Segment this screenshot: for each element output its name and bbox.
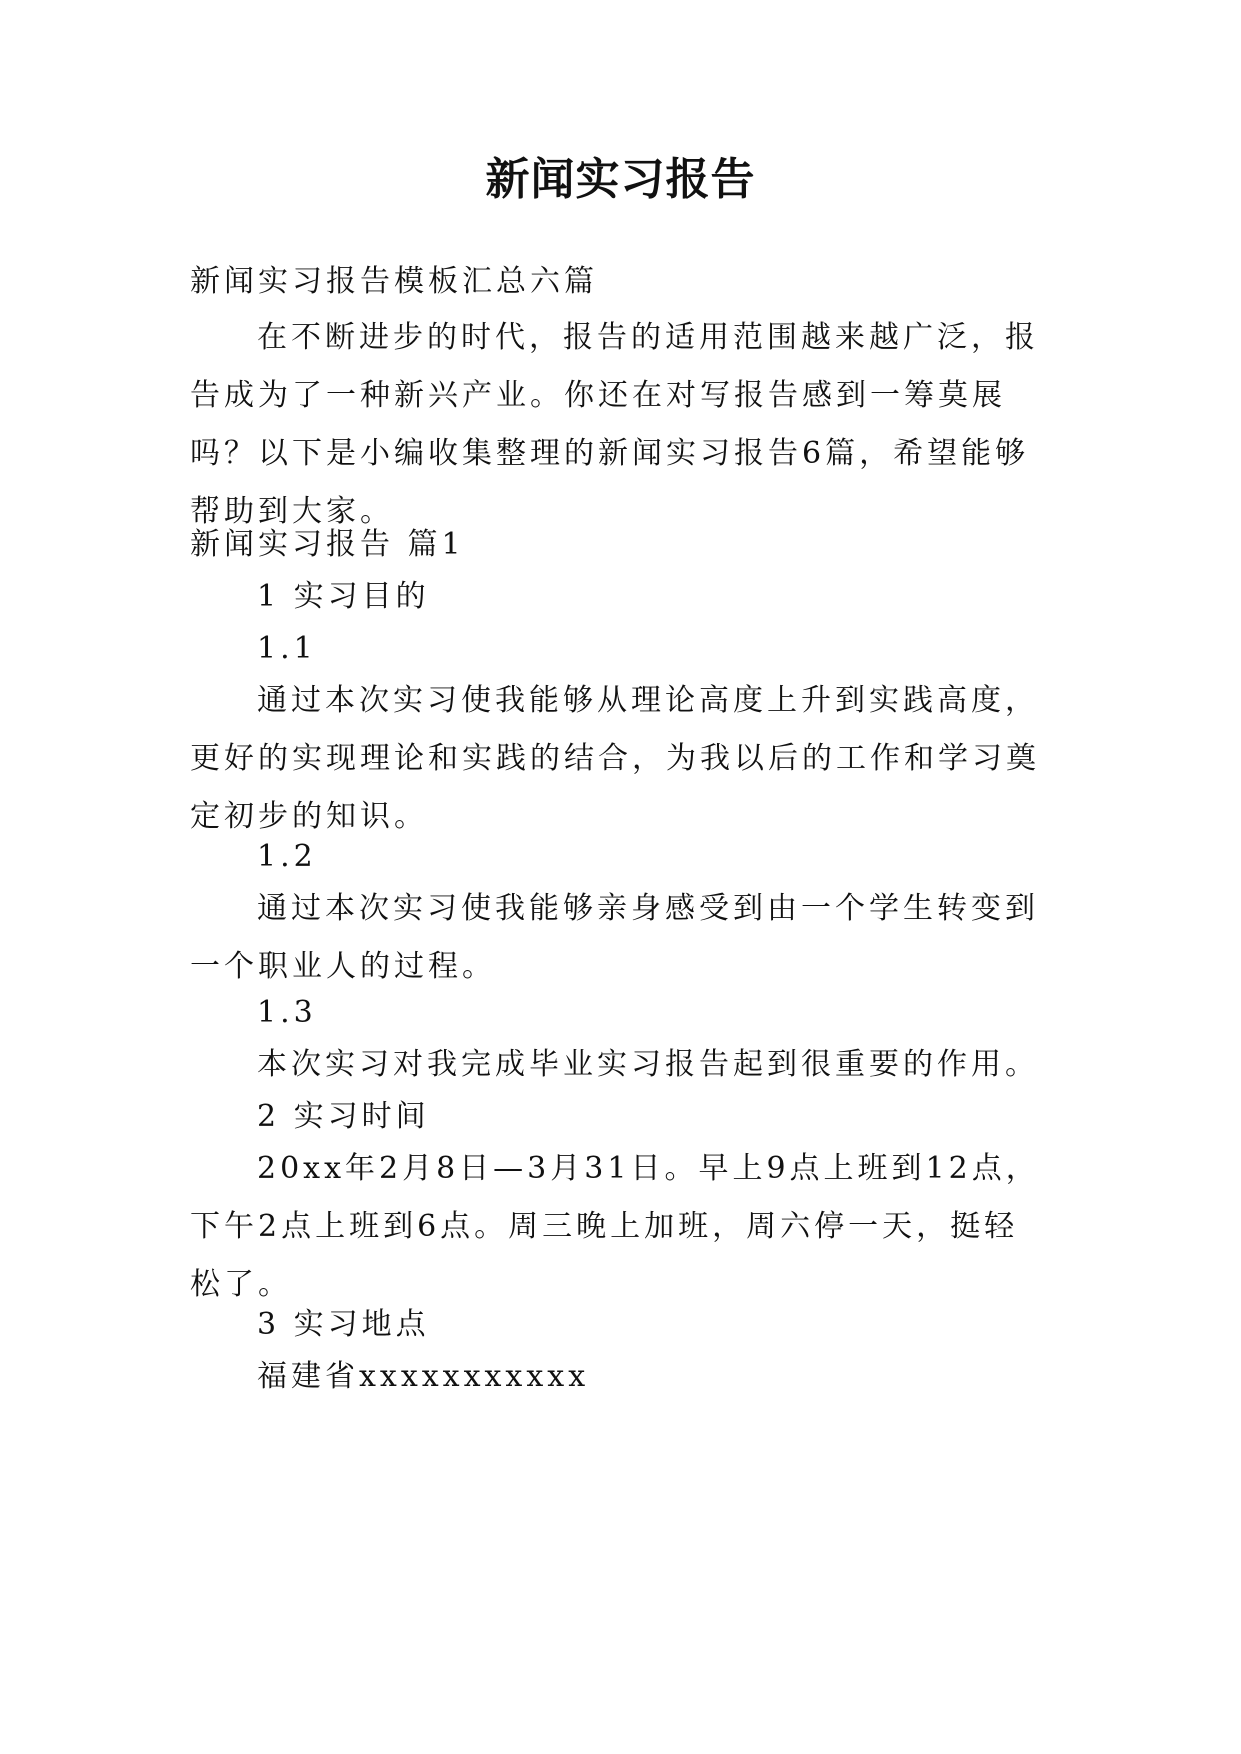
heading-location: 3 实习地点 <box>257 1307 430 1342</box>
paragraph-location: 福建省xxxxxxxxxxx <box>257 1359 590 1394</box>
paragraph-1-1: 通过本次实习使我能够从理论高度上升到实践高度，更好的实现理论和实践的结合，为我以后的工作和学习奠定初步的知识。 <box>190 683 1040 834</box>
heading-1-1: 1.1 <box>257 631 317 666</box>
section-heading: 新闻实习报告 篇1 <box>190 527 465 562</box>
document-title: 新闻实习报告 <box>485 154 756 205</box>
paragraph-1-2: 通过本次实习使我能够亲身感受到由一个学生转变到一个职业人的过程。 <box>190 891 1039 984</box>
heading-purpose: 1 实习目的 <box>257 579 430 614</box>
heading-1-2: 1.2 <box>257 839 317 874</box>
heading-1-3: 1.3 <box>257 995 317 1030</box>
paragraph-time: 20xx年2月8日—3月31日。早上9点上班到12点，下午2点上班到6点。周三晚上加班，周六停一天，挺轻松了。 <box>190 1151 1040 1302</box>
paragraph-1-3: 本次实习对我完成毕业实习报告起到很重要的作用。 <box>257 1047 1039 1082</box>
document-subtitle: 新闻实习报告模板汇总六篇 <box>190 264 598 299</box>
intro-paragraph: 在不断进步的时代，报告的适用范围越来越广泛，报告成为了一种新兴产业。你还在对写报告感到一筹莫展吗？以下是小编收集整理的新闻实习报告6篇，希望能够帮助到大家。 <box>190 320 1039 529</box>
heading-time: 2 实习时间 <box>257 1099 430 1134</box>
